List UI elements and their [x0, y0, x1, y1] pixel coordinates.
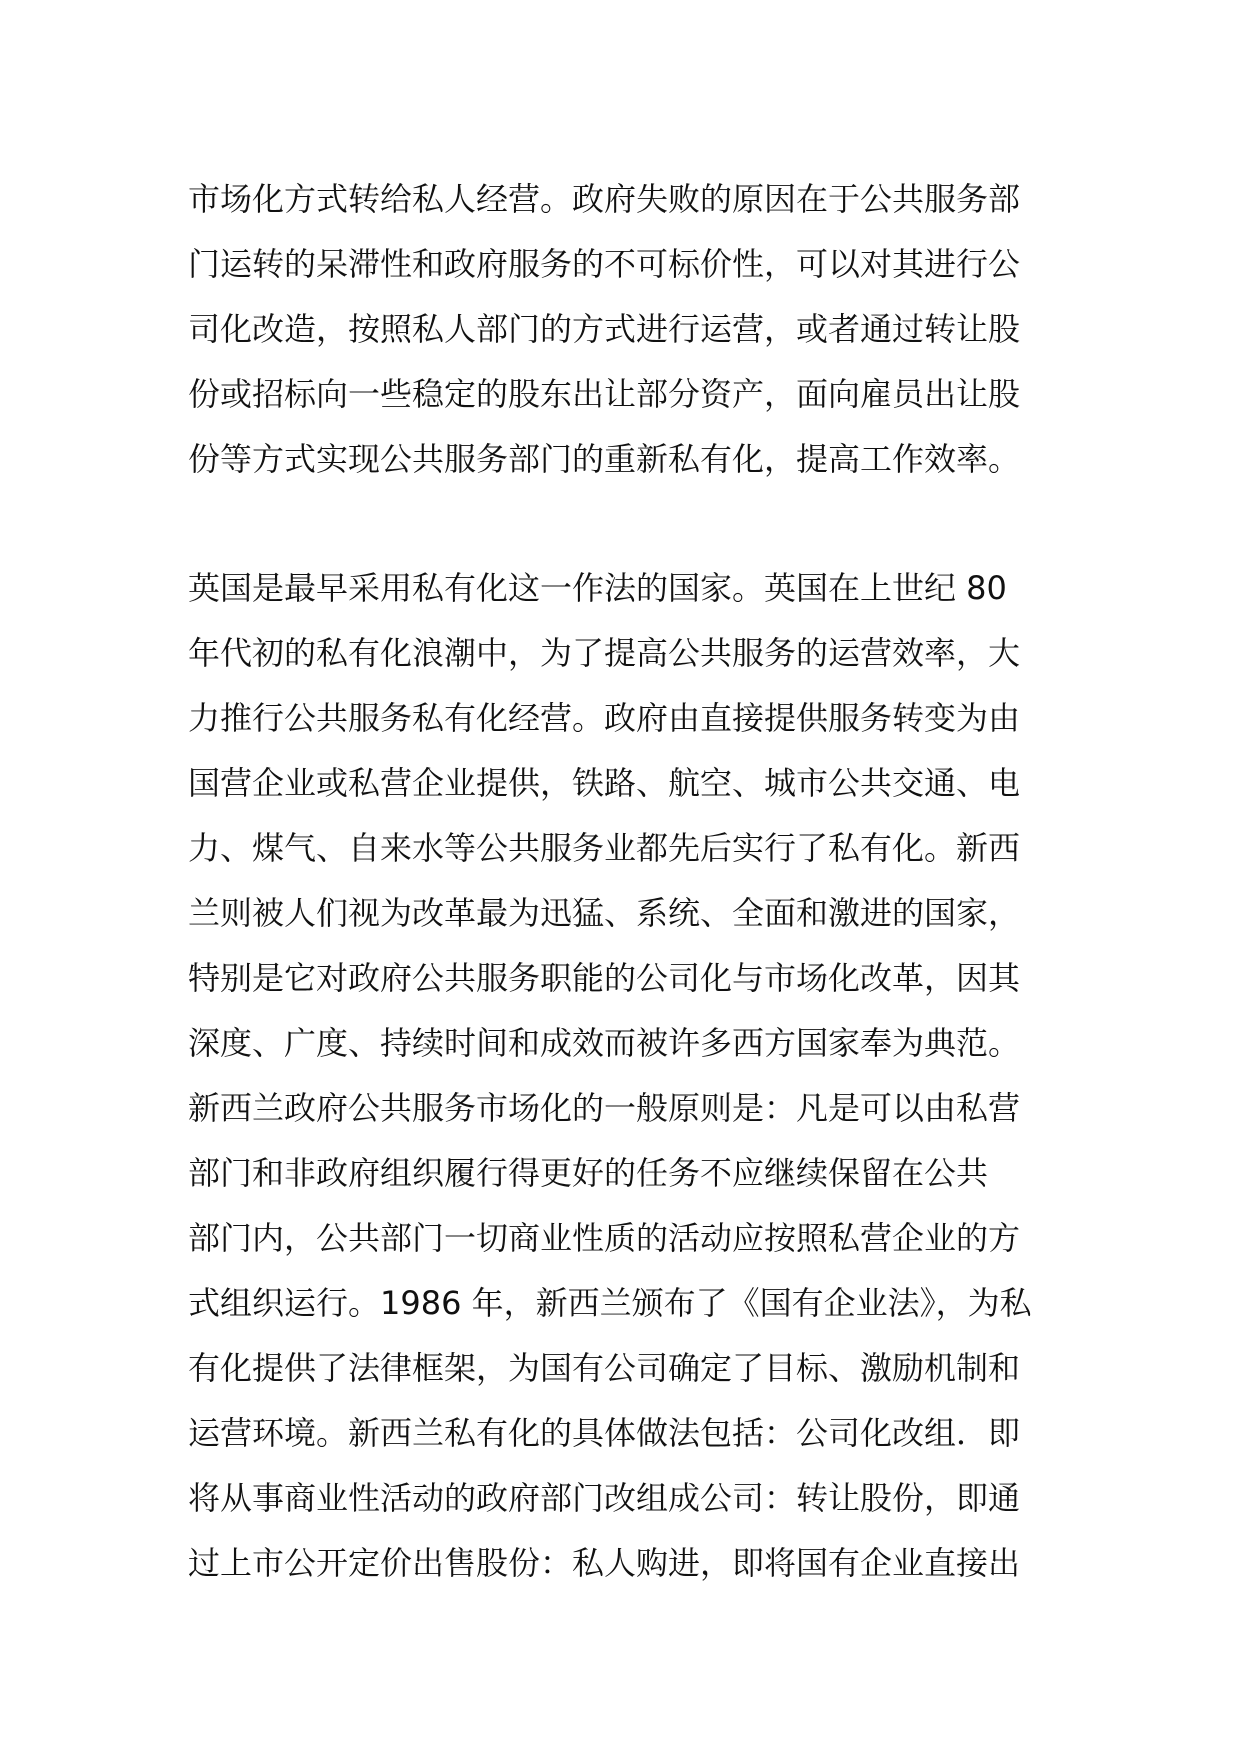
- text-line: 兰则被人们视为改革最为迅猛、系统、全面和激进的国家，: [188, 894, 1021, 932]
- text-line: 国营企业或私营企业提供，铁路、航空、城市公共交通、电: [188, 764, 1021, 802]
- text-line: 过上市公开定价出售股份：私人购进，即将国有企业直接出: [188, 1544, 1021, 1582]
- paragraph-privatization-methods: [188, 167, 1088, 492]
- text-line: 部门内，公共部门一切商业性质的活动应按照私营企业的方: [188, 1219, 1021, 1257]
- text-line: 深度、广度、持续时间和成效而被许多西方国家奉为典范。: [188, 1024, 1021, 1062]
- text-line: 英国是最早采用私有化这一作法的国家。英国在上世纪 80: [188, 569, 1007, 607]
- text-line: 部门和非政府组织履行得更好的任务不应继续保留在公共: [188, 1154, 989, 1192]
- text-line: 特别是它对政府公共服务职能的公司化与市场化改革，因其: [188, 959, 1021, 997]
- text-line: 年代初的私有化浪潮中，为了提高公共服务的运营效率，大: [188, 634, 1021, 672]
- text-line: 份等方式实现公共服务部门的重新私有化，提高工作效率。: [188, 440, 1021, 478]
- text-line: 运营环境。新西兰私有化的具体做法包括：公司化改组．即: [188, 1414, 1021, 1452]
- text-line: 式组织运行。1986 年，新西兰颁布了《国有企业法》，为私: [188, 1284, 1032, 1322]
- text-line: 有化提供了法律框架，为国有公司确定了目标、激励机制和: [188, 1349, 1021, 1387]
- paragraph-uk-new-zealand: [188, 556, 1088, 1596]
- text-line: 市场化方式转给私人经营。政府失败的原因在于公共服务部: [188, 180, 1021, 218]
- text-line: 力、煤气、自来水等公共服务业都先后实行了私有化。新西: [188, 829, 1021, 867]
- text-line: 将从事商业性活动的政府部门改组成公司：转让股份，即通: [188, 1479, 1021, 1517]
- text-line: 份或招标向一些稳定的股东出让部分资产，面向雇员出让股: [188, 375, 1021, 413]
- text-line: 司化改造，按照私人部门的方式进行运营，或者通过转让股: [188, 310, 1021, 348]
- text-line: 门运转的呆滞性和政府服务的不可标价性，可以对其进行公: [188, 245, 1021, 283]
- text-line: 力推行公共服务私有化经营。政府由直接提供服务转变为由: [188, 699, 1021, 737]
- text-line: 新西兰政府公共服务市场化的一般原则是：凡是可以由私营: [188, 1089, 1021, 1127]
